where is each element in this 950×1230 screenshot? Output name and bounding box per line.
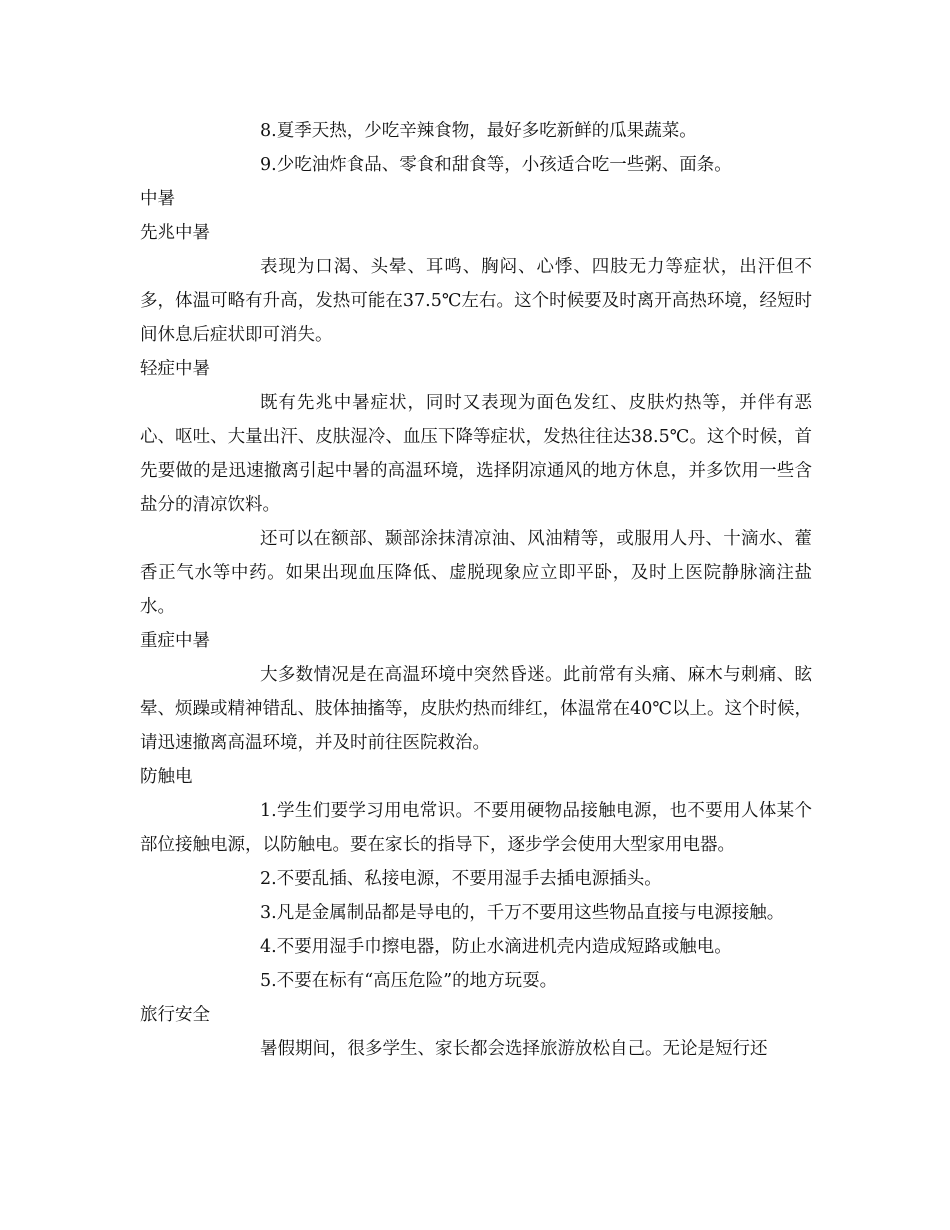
electric-item-1: 1.学生们要学习用电常识。不要用硬物品接触电源，也不要用人体某个部位接触电源，以防触电。要在家长的指导下，逐步学会使用大型家用电器。 <box>140 801 812 855</box>
diet-item-8: 8.夏季天热，少吃辛辣食物，最好多吃新鲜的瓜果蔬菜。 <box>260 121 697 141</box>
mild-paragraph-2: 还可以在额部、颞部涂抹清凉油、风油精等，或服用人丹、十滴水、藿香正气水等中药。如果出现血压降低、虚脱现象应立即平卧，及时上医院静脉滴注盐水。 <box>140 529 812 617</box>
travel-paragraph: 暑假期间，很多学生、家长都会选择旅游放松自己。无论是短行还 <box>260 1039 768 1059</box>
diet-item-9: 9.少吃油炸食品、零食和甜食等，小孩适合吃一些粥、面条。 <box>260 155 732 175</box>
electric-item-3: 3.凡是金属制品都是导电的，千万不要用这些物品直接与电源接触。 <box>260 903 785 923</box>
precursor-paragraph: 表现为口渴、头晕、耳鸣、胸闷、心悸、四肢无力等症状，出汗但不多，体温可略有升高，发热可能在37.5℃左右。这个时候要及时离开高热环境，经短时间休息后症状即可消失。 <box>140 257 812 345</box>
severe-paragraph: 大多数情况是在高温环境中突然昏迷。此前常有头痛、麻木与刺痛、眩晕、烦躁或精神错乱、肢体抽搐等，皮肤灼热而绯红，体温常在40℃以上。这个时候，请迅速撤离高温环境，并及时前往医院救治。 <box>140 665 812 753</box>
electric-item-2: 2.不要乱插、私接电源，不要用湿手去插电源插头。 <box>260 869 662 889</box>
section-title-heatstroke: 中暑 <box>140 189 175 209</box>
electric-item-5: 5.不要在标有“高压危险”的地方玩耍。 <box>260 971 558 991</box>
document-body <box>140 114 812 1066</box>
subsection-title-precursor: 先兆中暑 <box>140 223 210 243</box>
mild-paragraph-1: 既有先兆中暑症状，同时又表现为面色发红、皮肤灼热等，并伴有恶心、呕吐、大量出汗、皮肤湿冷、血压下降等症状，发热往往达38.5℃。这个时候，首先要做的是迅速撤离引起中暑的高温环境，选择阴凉通风的地方休息，并多饮用一些含盐分的清凉饮料。 <box>140 393 812 515</box>
section-title-travel: 旅行安全 <box>140 1005 210 1025</box>
subsection-title-severe: 重症中暑 <box>140 631 210 651</box>
subsection-title-mild: 轻症中暑 <box>140 359 210 379</box>
electric-item-4: 4.不要用湿手巾擦电器，防止水滴进机壳内造成短路或触电。 <box>260 937 732 957</box>
section-title-electric: 防触电 <box>140 767 193 787</box>
